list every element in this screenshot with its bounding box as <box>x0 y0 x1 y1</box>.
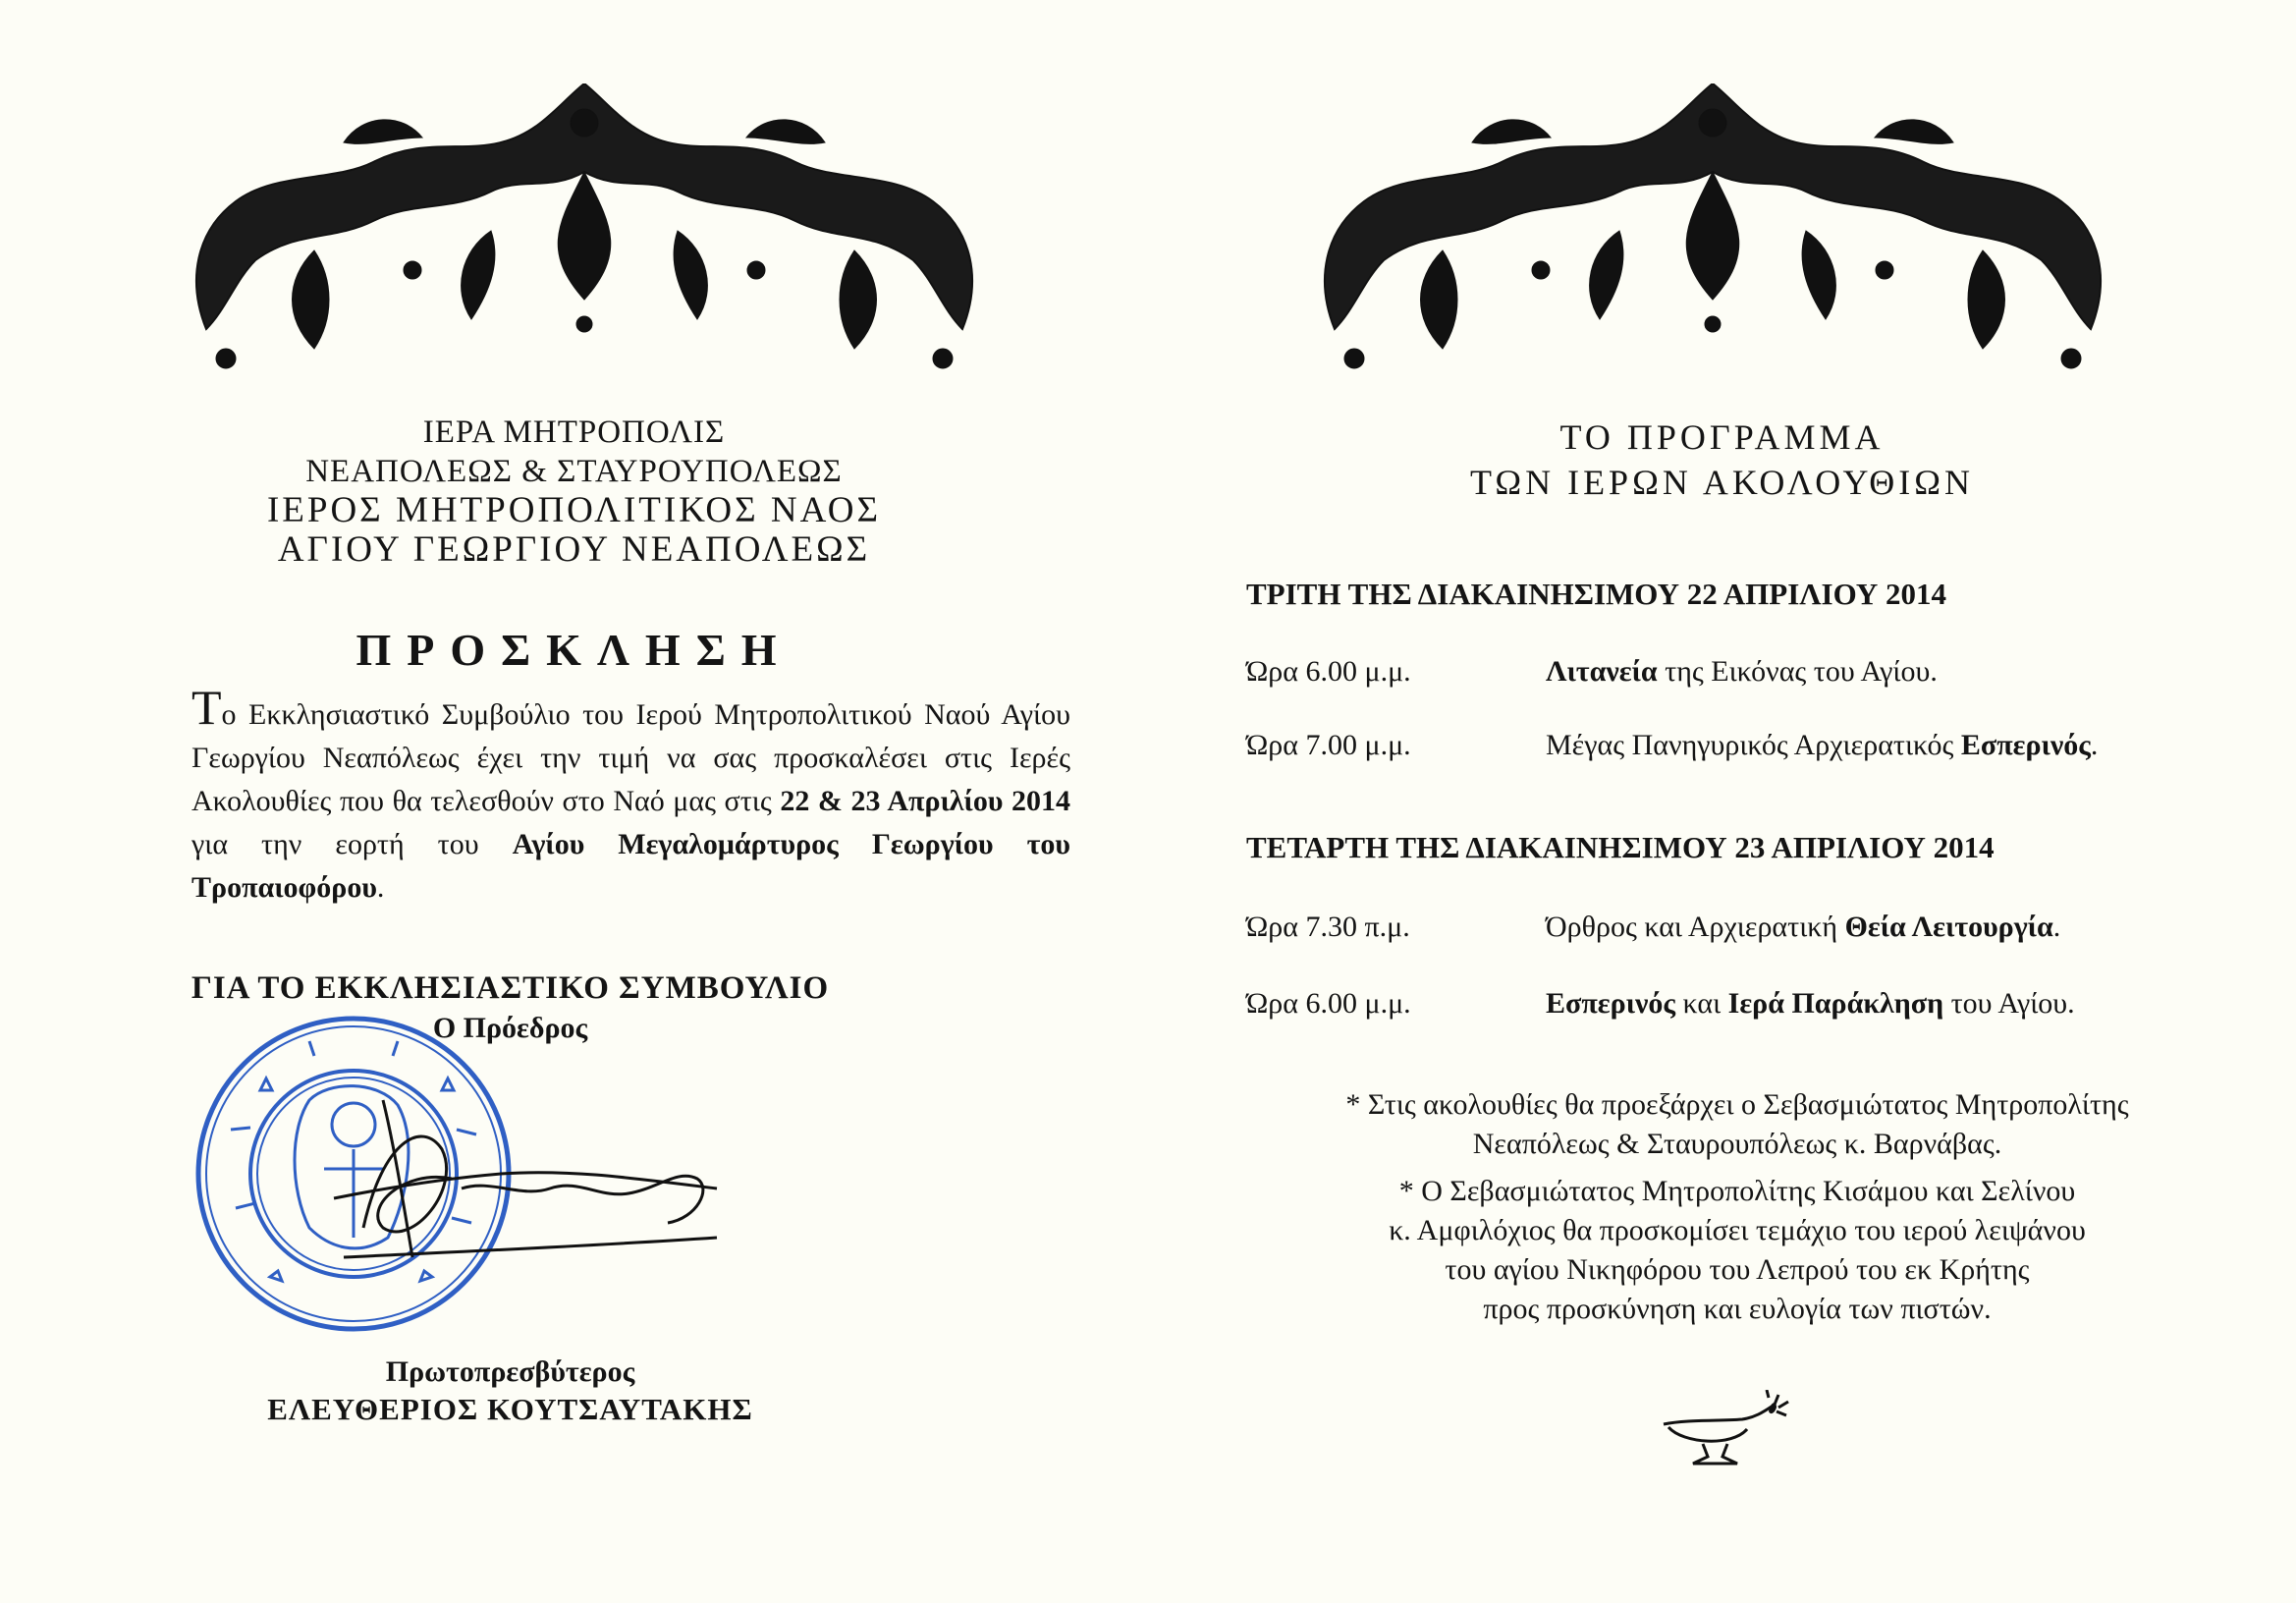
schedule-description: Εσπερινός και Ιερά Παράκληση του Αγίου. <box>1546 987 2075 1020</box>
council-heading: ΓΙΑ ΤΟ ΕΚΚΛΗΣΙΑΣΤΙΚΟ ΣΥΜΒΟΥΛΙΟ <box>191 970 830 1006</box>
header-line-2: ΝΕΑΠΟΛΕΩΣ & ΣΤΑΥΡΟΥΠΟΛΕΩΣ <box>305 454 843 489</box>
floral-ornament <box>167 83 1002 388</box>
priest-name: ΕΛΕΥΘΕΡΙΟΣ ΚΟΥΤΣΑΥΤΑΚΗΣ <box>267 1392 753 1426</box>
schedule-time: Ώρα 7.30 π.μ. <box>1246 911 1410 943</box>
program-title-line-2: ΤΩΝ ΙΕΡΩΝ ΑΚΟΛΟΥΘΙΩΝ <box>1469 463 1975 502</box>
paragraph-text-1: ο Εκκλησιαστικό Συμβούλιο του Ιερού Μητροπολιτικού Ναού Αγίου Γεωργίου Νεαπόλεως έχει την τιμή να σας προσκαλέσει στις Ιερές Ακολουθίες που θα τελεσθούν στο Ναό μας στις <box>191 698 1070 817</box>
note-metropolitan: * Στις ακολουθίες θα προεξάρχει ο Σεβασμιώτατος Μητροπολίτης Νεαπόλεως & Σταυρουπόλεως κ. Βαρνάβας. <box>1345 1088 2129 1160</box>
dropcap: Τ <box>191 680 222 735</box>
paragraph-dates: 22 & 23 Απριλίου 2014 <box>780 785 1070 817</box>
schedule-time: Ώρα 6.00 μ.μ. <box>1246 655 1411 688</box>
paragraph-text-3: . <box>376 871 385 904</box>
header-line-1: ΙΕΡΑ ΜΗΤΡΟΠΟΛΙΣ <box>422 415 726 450</box>
header-line-4: ΑΓΙΟΥ ΓΕΩΡΓΙΟΥ ΝΕΑΠΟΛΕΩΣ <box>277 529 871 570</box>
oil-lamp-icon <box>1659 1390 1791 1468</box>
day-heading: ΤΡΙΤΗ ΤΗΣ ΔΙΑΚΑΙΝΗΣΙΜΟΥ 22 ΑΠΡΙΛΙΟΥ 2014 <box>1246 577 1947 611</box>
program-title <box>1148 415 2296 505</box>
paragraph-text-2: για την εορτή του <box>191 828 513 860</box>
schedule-description: Όρθρος και Αρχιερατική Θεία Λειτουργία. <box>1546 911 2061 943</box>
invitation-paragraph <box>191 680 1071 910</box>
schedule-description: Μέγας Πανηγυρικός Αρχιερατικός Εσπερινός. <box>1546 729 2099 761</box>
program-title-line-1: ΤΟ ΠΡΟΓΡΑΜΜΑ <box>1559 417 1885 457</box>
handwritten-signature <box>324 1080 737 1277</box>
floral-ornament <box>1295 83 2130 388</box>
schedule-time: Ώρα 6.00 μ.μ. <box>1246 987 1411 1020</box>
president-label: Ο Πρόεδρος <box>432 1012 588 1044</box>
program-panel <box>1148 0 2296 1603</box>
paragraph-saint: Αγίου Μεγαλομάρτυρος Γεωργίου του Τροπαιοφόρου <box>191 828 1071 904</box>
invitation-title: ΠΡΟΣΚΛΗΣΗ <box>355 625 793 675</box>
note-relic: * Ο Σεβασμιώτατος Μητροπολίτης Κισάμου και Σελίνου κ. Αμφιλόχιος θα προσκομίσει τεμάχιο του ιερού λειψάνου του αγίου Νικηφόρου του Λεπρού του εκ Κρήτης προς προσκύνηση και ευλογία των πιστών. <box>1389 1175 2086 1325</box>
day-heading: ΤΕΤΑΡΤΗ ΤΗΣ ΔΙΑΚΑΙΝΗΣΙΜΟΥ 23 ΑΠΡΙΛΙΟΥ 2014 <box>1246 830 1995 864</box>
church-header <box>0 413 1148 570</box>
schedule-time: Ώρα 7.00 μ.μ. <box>1246 729 1411 761</box>
priest-title: Πρωτοπρεσβύτερος <box>385 1355 635 1388</box>
schedule-description: Λιτανεία της Εικόνας του Αγίου. <box>1546 655 1938 688</box>
header-line-3: ΙΕΡΟΣ ΜΗΤΡΟΠΟΛΙΤΙΚΟΣ ΝΑΟΣ <box>266 490 882 530</box>
